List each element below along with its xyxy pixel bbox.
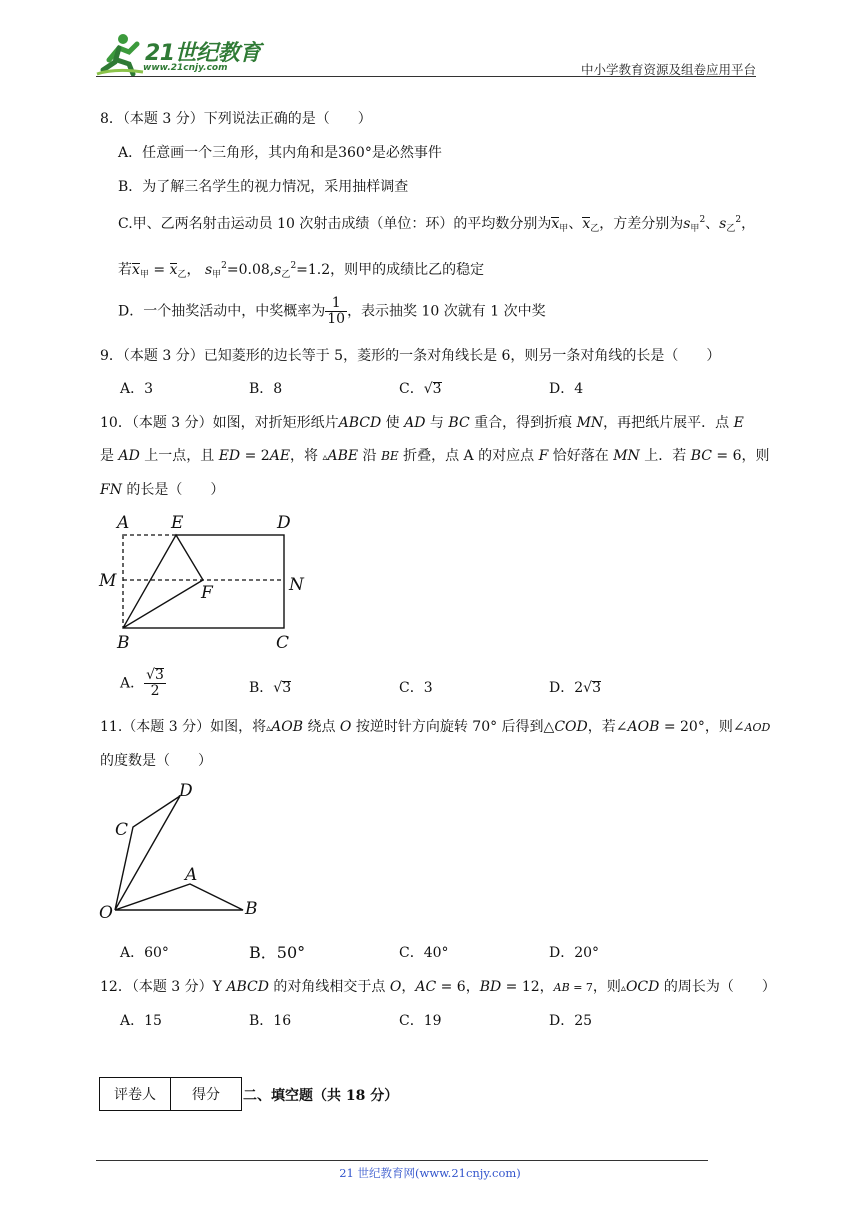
logo-text: 21世纪教育 [145,41,261,66]
q10-figure [95,508,310,653]
label-f: F [201,583,213,603]
q11-option-c: C．40° [399,945,449,961]
label-b: B [245,899,258,919]
grader-cell: 评卷人 [100,1078,171,1111]
score-cell: 得分 [171,1078,242,1111]
q8-option-c-line2: 若$x_甲 = x_乙$， $s_甲^2=0.08,s_乙^2=1.2$，则甲的成绩比乙的稳定 [118,261,485,280]
q10-option-d: D．2√3 [549,680,601,696]
q8-option-b: B．为了解三名学生的视力情况，采用抽样调查 [118,179,409,195]
triangle-aob [115,884,243,910]
q11-figure [95,780,270,920]
q11-option-d: D．20° [549,945,600,961]
q11-line2: 的度数是（ ） [100,753,212,769]
label-c: C [276,633,290,653]
q9-option-d: D．4 [549,381,584,397]
label-m: M [99,571,117,591]
label-c: C [115,820,129,840]
q12-stem: 12．（本题 3 分）Y ABCD 的对角线相交于点 O，AC = 6，BD = 12，AB = 7，则▵OCD 的周长为（ ） [100,979,776,995]
label-b: B [117,633,130,653]
label-o: O [99,903,113,920]
q9-option-b: B．8 [249,381,283,397]
header-divider [96,76,756,77]
q10-option-c: C．3 [399,680,433,696]
label-d: D [277,513,291,533]
q10-option-a: A． $\frac{√3}{2}$ [120,667,164,699]
q8-option-d: D．一个抽奖活动中，中奖概率为 $\frac{1}{10}$ ，表示抽奖 10 次就有 1 次中奖 [118,295,546,327]
q8-option-c-line1: C.甲、乙两名射击运动员 10 次射击成绩（单位：环）的平均数分别为$x_甲$、$x_乙$，方差分别为$s_甲^2$、$s_乙^2$， [118,215,756,234]
q11-line1: 11.（本题 3 分）如图，将▵AOB 绕点 O 按逆时针方向旋转 70° 后得到△COD，若∠AOB = 20°，则∠AOD [100,719,771,735]
triangle-cod [115,796,180,910]
logo-url: www.21cnjy.com [143,63,228,73]
q12-option-b: B．16 [249,1013,292,1029]
label-n: N [289,575,304,595]
q11-option-a: A．60° [120,945,169,961]
triangle-bef [123,535,203,628]
label-d: D [179,781,193,801]
q12-option-c: C．19 [399,1013,442,1029]
footer-divider [96,1160,708,1161]
q8-stem: 8．（本题 3 分）下列说法正确的是（ ） [100,111,372,127]
q9-option-a: A．3 [120,381,154,397]
label-a: A [117,513,130,533]
q12-option-a: A．15 [120,1013,162,1029]
q10-line2: 是 AD 上一点，且 ED = 2AE，将 ▵ABE 沿 BE 折叠，点 A 的对应点 F 恰好落在 MN 上．若 BC = 6，则 [100,448,770,464]
q9-option-c: C．√3 [399,381,442,397]
grader-score-table [99,1077,242,1111]
q10-option-b: B．√3 [249,680,292,696]
platform-name: 中小学教育资源及组卷应用平台 [580,62,756,77]
q9-stem: 9．（本题 3 分）已知菱形的边长等于 5，菱形的一条对角线长是 6，则另一条对角线的长是（ ） [100,348,721,364]
label-a: A [185,865,198,885]
q10-line3: FN 的长是（ ） [100,482,225,498]
q12-option-d: D．25 [549,1013,593,1029]
footer-text: 21 世纪教育网(www.21cnjy.com) [339,1166,521,1180]
section-title: 二、填空题（共 18 分） [243,1088,399,1104]
q8-option-a: A．任意画一个三角形，其内角和是360°是必然事件 [118,145,442,161]
q11-option-b: B．50° [249,943,306,962]
label-e: E [171,513,184,533]
q10-line1: 10．（本题 3 分）如图，对折矩形纸片ABCD 使 AD 与 BC 重合，得到折痕 MN，再把纸片展平．点 E [100,415,744,431]
fraction: $\frac{1}{10}$ [327,295,346,327]
